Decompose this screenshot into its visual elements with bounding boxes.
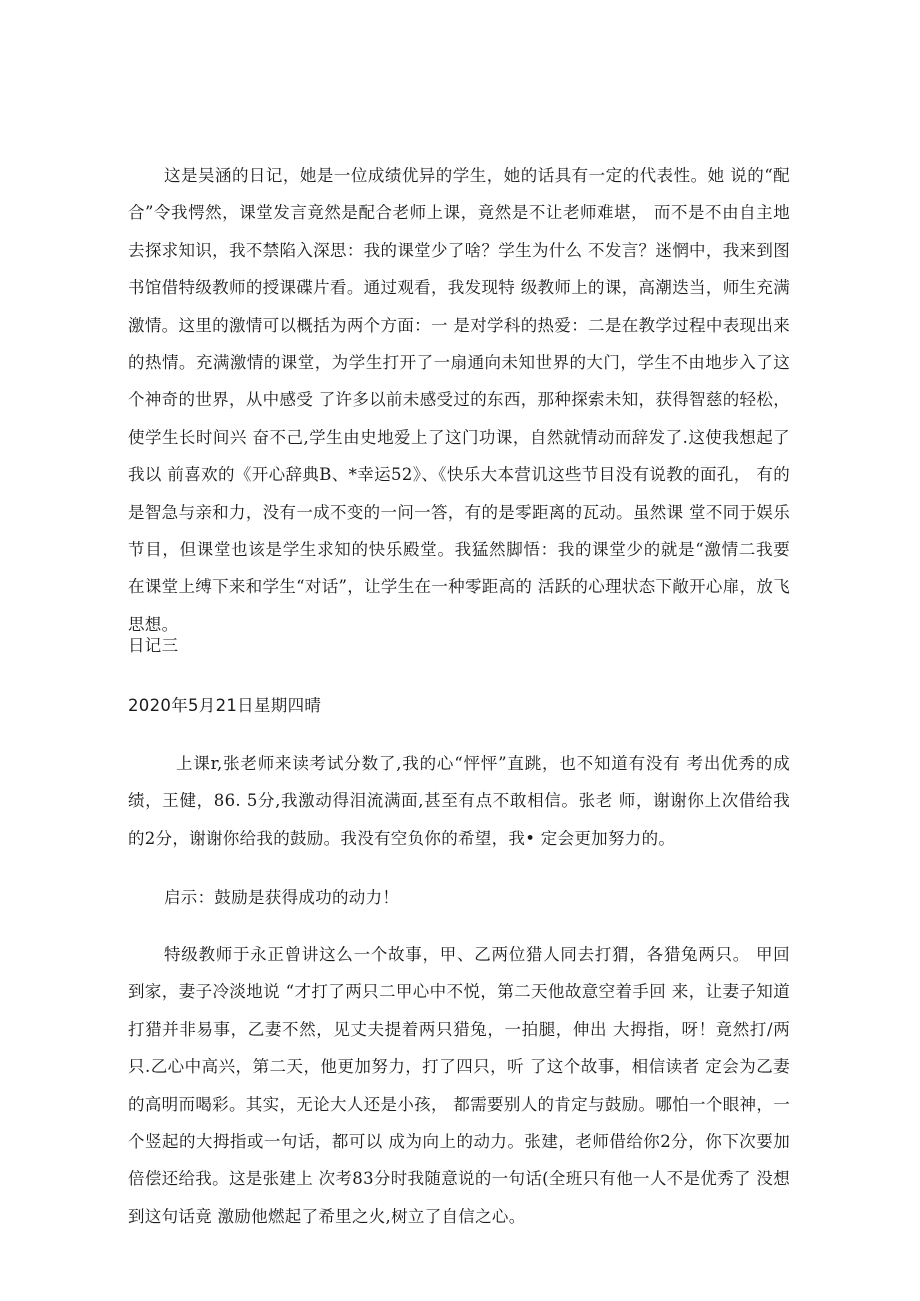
paragraph-diary-reflection: 这是吴涵的日记，她是一位成绩优异的学生，她的话具有一定的代表性。她 说的“配合”令我愕然，课堂发言竟然是配合老师上课，竟然是不让老师难堪， 而不是不由自主地去探求知识，我不禁陷入深思：我的课堂少了啥？学生为什么 不发言？迷惘中，我来到图书馆借特级教师的授课碟片看。通过观看，我发现特 级教师上的课，高潮迭当，师生充满激情。这里的激情可以概括为两个方面：一 是对学科的热爱：二是在教学过程中表现出来的热情。充满激情的课堂，为学生打开了一扇通向未知世界的大门，学生不由地步入了这个神奇的世界，从中感受 了许多以前未感受过的东西，那种探索未知，获得智慈的轻松，使学生长时间兴 奋不己,学生由史地爱上了这门功课，自然就情动而辞发了.这使我想起了我以 前喜欢的《开心辞典B、*幸运52》、《快乐大本营讥这些节目没有说教的面孔， 有的是智急与亲和力，没有一成不变的一问一答，有的是零距离的瓦动。虽然课 堂不同于娱乐节目，但课堂也该是学生求知的快乐殿堂。我猛然脚悟：我的课堂少的就是“激情二我要在课堂上缚下来和学生“对话”，让学生在一种零距高的 活跃的心理状态下敞开心扉，放飞思想。 [128,166,790,634]
paragraph-story: 特级教师于永正曾讲这么一个故事，甲、乙两位猎人同去打猬，各猎兔两只。 甲回到家，妻子冷淡地说 “才打了两只二甲心中不悦，第二天他故意空着手回 来，让妻子知道打猎并非易事，乙妻不然，见丈夫提着两只猎兔，一拍腿，伸出 大拇指，呀！竟然打/两只.乙心中高兴，第二天，他更加努力，打了四只，听 了这个故事，相信读者 定会为乙妻的高明而喝彩。其实，无论大人还是小孩， 都需要别人的肯定与鼓励。哪怕一个眼神，一个竖起的大拇指或一句话，都可以 成为向上的动力。张建，老师借给你2分，你下次要加倍偿还给我。这是张建上 次考83分时我随意说的一句话(全班只有他一人不是优秀了 没想到这句话竟 激励他燃起了希里之火,树立了自信之心。 [128,945,790,1226]
section-heading-diary-three: 日记三 [128,636,179,655]
paragraph-insight: 启示：鼓励是获得成功的动力！ [164,888,400,907]
paragraph-diary-entry: 上课r,张老师来读考试分数了,我的心“怦怦”直跳，也不知道有没有 考出优秀的成绩，王健，86. 5分,我激动得泪流满面,甚至有点不敢相信。张老 师，谢谢你上次借给我的2分，谢谢你给我的鼓励。我没有空负你的希望，我• 定会更加努力的。 [128,754,790,848]
diary-date-line: 2020年5月21日星期四晴 [128,696,322,715]
